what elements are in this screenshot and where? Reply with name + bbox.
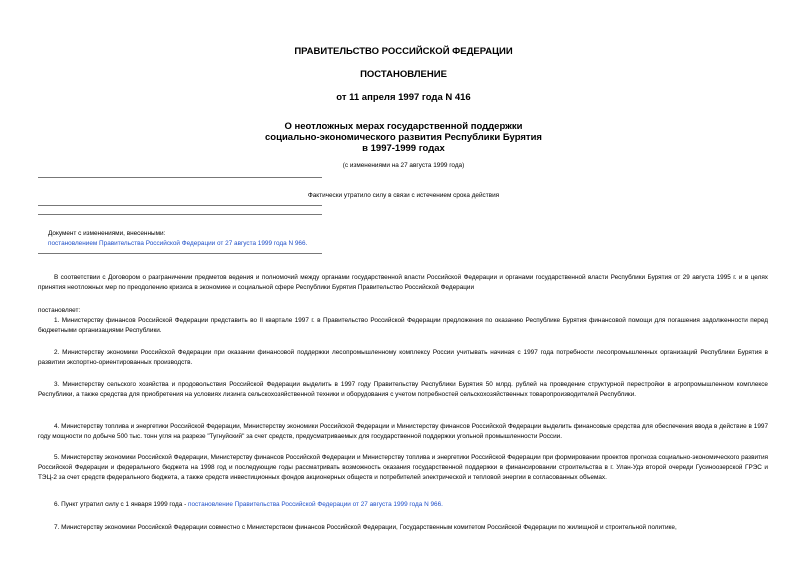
divider-3 <box>38 214 322 215</box>
item-6 <box>38 500 768 510</box>
doc-type-heading: ПОСТАНОВЛЕНИЕ <box>360 69 447 80</box>
item-5: 5. Министерству экономики Российской Федерации, Министерству финансов Российской Федерации и Министерству топлива и энергетики Российской Федерации при формировании проектов прогноза социально-экономического развития Российской Федерации и федерального бюджета на 1998 год и последующие годы рассматривать возможность оказания государственной поддержки в финансировании строительства в г. Улан-Удэ второй очереди Гусиноозерской ГРЭС и ТЭЦ-2 за счет средств федерального бюджета, а также средств инвестиционных фондов акционерных обществ и потребителей электрической и тепловой энергии в согласованных объемах. <box>38 454 768 481</box>
item-4: 4. Министерству топлива и энергетики Российской Федерации, Министерству экономики Российской Федерации и Министерству финансов Российской Федерации выделить финансовые средства для обеспечения ввода в действие в 1997 году мощности по добыче 500 тыс. тонн угля на разрезе "Тугнуйский" за счет средств, предусматриваемых для государственной поддержки угольной промышленности России. <box>38 423 768 440</box>
status-note: Фактически утратило силу в связи с истечением срока действия <box>307 192 500 199</box>
item-7: 7. Министерству экономики Российской Федерации совместно с Министерством финансов Российской Федерации, Государственным комитетом Российской Федерации по жилищной и строительной политике, <box>54 524 677 531</box>
item-6-link[interactable]: постановление Правительства Российской Федерации от 27 августа 1999 года N 966. <box>188 501 443 508</box>
item-1: 1. Министерству финансов Российской Федерации представить во II квартале 1997 г. в Правительство Российской Федерации предложения по оказанию Республике Бурятия финансовой помощи для погашения задолженности перед бюджетными организациями Республики. <box>38 317 768 334</box>
title-line-2: социально-экономического развития Республики Бурятия <box>265 132 542 143</box>
decrees-word: постановляет: <box>38 307 81 314</box>
amended-by-link[interactable]: постановлением Правительства Российской Федерации от 27 августа 1999 года N 966. <box>48 240 308 247</box>
date-number: от 11 апреля 1997 года N 416 <box>336 92 471 103</box>
item-2: 2. Министерству экономики Российской Федерации при оказании финансовой поддержки лесопромышленному комплексу России учитывать начиная с 1997 года потребности лесопромышленных организаций Республики Бурятия в развитии экспортно-ориентированных производств. <box>38 349 768 366</box>
title-line-3: в 1997-1999 годах <box>362 143 445 154</box>
amended-by-label: Документ с изменениями, внесенными: <box>48 230 166 237</box>
divider-2 <box>38 205 322 206</box>
divider-4 <box>38 253 322 254</box>
preamble-paragraph: В соответствии с Договором о разграничении предметов ведения и полномочий между органами государственной власти Российской Федерации и органами государственной власти Республики Бурятия от 29 августа 1995 г. и в целях принятия неотложных мер по преодолению кризиса в экономике и социальной сфере Республики Бурятия Правительство Российской Федерации <box>38 274 768 291</box>
title-line-1: О неотложных мерах государственной поддержки <box>284 121 523 132</box>
item-3: 3. Министерству сельского хозяйства и продовольствия Российской Федерации выделить в 1997 году Правительству Республики Бурятия 50 млрд. рублей на проведение структурной перестройки в агропромышленном комплексе Республики, а также средства для приобретения на условиях лизинга сельскохозяйственной техники и оборудования с учетом потребностей сельскохозяйственных товаропроизводителей Республики. <box>38 381 768 398</box>
government-heading: ПРАВИТЕЛЬСТВО РОССИЙСКОЙ ФЕДЕРАЦИИ <box>294 46 513 57</box>
amendments-note: (с изменениями на 27 августа 1999 года) <box>342 162 465 169</box>
divider-1 <box>38 177 322 178</box>
item-6-text: 6. Пункт утратил силу с 1 января 1999 года - <box>54 501 188 508</box>
